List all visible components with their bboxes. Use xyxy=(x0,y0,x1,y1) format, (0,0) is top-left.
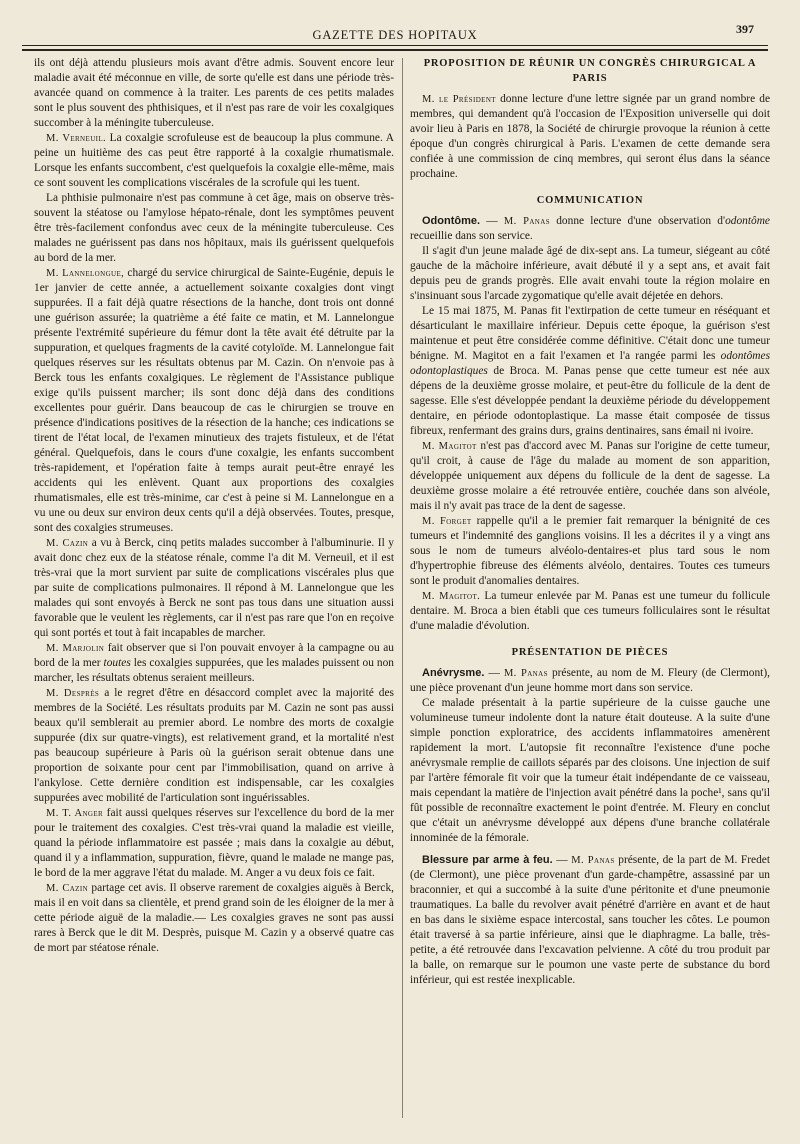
speaker-name: M. Marjolin xyxy=(46,643,105,654)
right-column xyxy=(410,56,770,988)
spacer xyxy=(410,634,770,641)
paragraph: Blessure par arme à feu. — M. Panas présente, de la part de M. Fredet (de Clermont), une pièce provenant d'un garde-champêtre, assassiné par un braconnier, et qui a succombé à la suite d'une péritonite et d'une pneumonie traumatiques. La balle du revolver avait pénétré d'arrière en avant et de haut en bas dans le sixième espace intercostal, sans toucher les côtes. Le poumon était traversé à sa partie inférieure, ainsi que le diaphragme. La balle, très-petite, a été retrouvée dans l'excavation pelvienne. A côté du trou produit par la balle, on remarque sur le poumon une vaste perte de substance du bord inférieur, qui est restée inexplicable. xyxy=(410,854,770,986)
section-heading: PRÉSENTATION DE PIÈCES xyxy=(511,647,669,658)
column-divider xyxy=(402,58,403,1118)
paragraph xyxy=(34,56,394,131)
paragraph-text: n'est pas d'accord avec M. Panas sur l'origine de cette tumeur, qu'il croit, à cause de l'âge du malade au moment de son apparition, développée uniquement aux dépens du follicule de la dent de sagesse. La deuxième grosse molaire a été retrouvée entière, couchée dans son alvéole, mais il n'y avait pas trace de la dent de sagesse. xyxy=(410,440,770,512)
paragraph xyxy=(410,589,770,634)
spacer xyxy=(410,846,770,853)
speaker-name: M. le Président xyxy=(422,94,496,105)
paragraph xyxy=(410,92,770,182)
paragraph-text: Il s'agit d'un jeune malade âgé de dix-sept ans. La tumeur, siégeant au côté gauche de la mâchoire inférieure, avait débuté il y a sept ans, et avait fait depuis peu de grands progrès. Elle avait envahi toute la région molaire en s'insinuant sous l'arcade zygomatique qu'elle avait déjetée en dehors. xyxy=(410,245,770,302)
paragraph xyxy=(34,806,394,881)
section-heading: PROPOSITION DE RÉUNIR UN CONGRÈS CHIRURGICAL A PARIS xyxy=(423,58,757,84)
journal-title: GAZETTE DES HOPITAUX xyxy=(312,28,478,42)
paragraph xyxy=(410,439,770,514)
paragraph-text: donne lecture d'une observation d' xyxy=(550,215,726,227)
paragraph xyxy=(34,536,394,641)
paragraph-text: recueillie dans son service. xyxy=(410,230,533,242)
paragraph-text: rappelle qu'il a le premier fait remarquer la bénignité de ces tumeurs et l'indemnité des ganglions voisins. Il les a décrites il y a vingt ans sous le nom de tumeurs alvéolo-dentaires-et plus tard sous le nom d'hypertrophie fibreuse des éléments alvéolo, dentaires. Toutes ces tumeurs sont le produit d'anomalies dentaires. xyxy=(410,515,770,587)
paragraph-text: La tumeur enlevée par M. Panas est une tumeur du follicule dentaire. M. Broca a bien établi que ces tumeurs folliculaires sont le résultat d'une maladie d'évolution. xyxy=(410,590,770,632)
paragraph xyxy=(34,131,394,191)
paragraph-text: de Broca. M. Panas pense que cette tumeur est née aux dépens de la deuxième grosse molaire, et peut-être du follicule de la dent de sagesse. Elle s'est développée pendant la deuxième période du développement dentaire, en période odontoplastique. La masse était composée de tissus fibreux, renfermant des grains durs, grains dentinaires, sans émail ni ivoire. xyxy=(410,365,770,437)
paragraph xyxy=(410,304,770,439)
paragraph-text: ils ont déjà attendu plusieurs mois avant d'être admis. Souvent encore leur maladie avait été méconnue en ville, de sorte qu'elle est dans une période très-avancée quand on commence à la traiter. Les parents de ces petits malades sont le plus souvent des phthisiques, et il n'est pas rare de voir les coxalgiques succomber à la méningite tuberculeuse. xyxy=(34,57,394,129)
paragraph-text: les coxalgies suppurées, que les malades puissent ou non marcher, les résultats obtenus seraient meilleurs. xyxy=(34,657,395,684)
speaker-name: M. Cazin xyxy=(46,538,89,549)
paragraph-text: La coxalgie scrofuleuse est de beaucoup la plus commune. A peine un huitième des cas peut être rapporté à la coxalgie rhumatismale. Lorsque les enfants succombent, c'est quelquefois la coxalgie elle-même, mais ce sont souvent les complications viscérales de la scrofule qui les tuent. xyxy=(34,132,394,189)
speaker-name: M. Verneuil. xyxy=(46,133,107,144)
page-number: 397 xyxy=(736,22,754,36)
speaker-name: M. T. Anger xyxy=(46,808,104,819)
paragraph xyxy=(34,881,394,956)
entry-title: Odontôme. xyxy=(422,215,481,227)
entry-title: Blessure par arme à feu. xyxy=(422,854,553,866)
paragraph xyxy=(410,514,770,589)
paragraph xyxy=(34,266,394,536)
paragraph: Anévrysme. — M. Panas présente, au nom de M. Fleury (de Clermont), une pièce provenant d'un jeune homme mort dans son service. xyxy=(410,667,770,694)
paragraph-text: présente, de la part de M. Fredet (de Clermont), une pièce provenant d'un garde-champêtre, assassiné par un braconnier, et qui a succombé à la suite d'une péritonite et d'une pneumonie traumatiques. La balle du revolver avait pénétré d'arrière en avant et de haut en bas dans le sixième espace intercostal, sans toucher les côtes. Le poumon était traversé à sa partie inférieure, ainsi que le diaphragme. La balle, très-petite, a été retrouvée dans l'excavation pelvienne. A côté du trou produit par la balle, on remarque sur le poumon une vaste perte de substance du bord inférieur, qui est restée inexplicable. xyxy=(410,854,770,986)
paragraph xyxy=(34,686,394,806)
paragraph xyxy=(410,696,770,846)
speaker-name: M. Cazin xyxy=(46,883,89,894)
paragraph xyxy=(34,191,394,266)
page-header xyxy=(22,22,768,44)
section-heading: COMMUNICATION xyxy=(536,195,644,206)
speaker-name: M. Panas xyxy=(503,668,548,679)
speaker-name: M. Panas xyxy=(571,855,615,866)
paragraph-text: a le regret d'être en désaccord complet avec la majorité des membres de la Société. Les résultats produits par M. Cazin ne sont pas aussi beaux qu'il semblerait au premier abord. Le nombre des morts de coxalgie suppurée (dix sur quatre-vingts), est relativement grand, et la mortalité n'est pas beaucoup supérieure à Paris où la guérison serait obtenue dans une proportion de soixante pour cent par l'immobilisation, quand on arrive à l'ankylose. Cette dernière condition est indispensable, car les coxalgies suppurées avec mobilité de l'articulation sont inguérissables. xyxy=(34,687,394,804)
paragraph-text: Ce malade présentait à la partie supérieure de la cuisse gauche une volumineuse tumeur indolente dont la nature était douteuse. A la suite d'une simple ponction exploratrice, des accidents inflammatoires amenèrent rapidement la mort. L'autopsie fit reconnaître l'existence d'une poche anévrysmale remplie de caillots séparés par des cloisons. Une injection de suif par l'artère fémorale fit voir que la tumeur était indépendante de ce vaisseau, mais cependant la matière de l'injection avait pénétré dans la poche¹, sans qu'il fût possible de reconnaître exactement le point d'entrée. M. Fleury en conclut que c'était un anévrysme développé aux dépens d'une branche collatérale innominée de la fémorale. xyxy=(410,697,770,844)
paragraph-text: donne lecture d'une lettre signée par un grand nombre de membres, qui demandent qu'à l'occasion de l'Exposition universelle qui doit avoir lieu à Paris en 1878, la Société de chirurgie provoque la réunion à cette époque d'un congrès chirurgical à Paris. L'examen de cette demande sera confiée à une commission de cinq membres, qui seront élus dans la séance prochaine. xyxy=(410,93,771,180)
paragraph-text: Le 15 mai 1875, M. Panas fit l'extirpation de cette tumeur en réséquant et désarticulant le maxillaire inférieur. Depuis cette époque, la guérison s'est maintenue et peut être considérée comme définitive. C'était donc une tumeur bénigne. M. Magitot en a fait l'examen et l'a rangée parmi les xyxy=(410,305,770,362)
speaker-name: M. Magitot xyxy=(422,441,477,452)
paragraph-text: présente, au nom de M. Fleury (de Clermont), une pièce provenant d'un jeune homme mort dans son service. xyxy=(410,667,770,694)
paragraph: Odontôme. — M. Panas donne lecture d'une observation d'odontôme recueillie dans son service. xyxy=(410,215,770,242)
speaker-name: M. Magitot. xyxy=(422,591,481,602)
paragraph-text: chargé du service chirurgical de Sainte-Eugénie, depuis le 1er janvier de cette année, a actuellement soixante coxalgies dont vingt suppurées. Il a fait déjà quatre résections de la hanche, dont trois ont donné une guérison assurée; la quatrième a été faite ce matin, et M. Lannelongue présente l'extrémité supérieure du fémur dont la tête avait été détruite par la suppuration, et quelques fragments de la cavité cotyloïde. M. Lannelongue fait quelques réserves sur les résultats obtenus par M. Cazin. On n'envoie pas à Berck tous les enfants coxalgiques. Le règlement de l'Assistance publique exige qu'ils puissent marcher; ils sont donc déjà dans des conditions excellentes pour guérir. Dans beaucoup de cas le chirurgien se trouve en présence d'indications positives de la résection de la hanche; ces indications se tirent de l'état local, de l'examen minutieux des trajets fistuleux, et de l'état général. Quelquefois, dans le cours d'une coxalgie, les enfants succombent très-rapidement, et l'opération faite à temps aurait peut-être enrayé les accidents qui les enlèvent. Quant aux proportions des coxalgies rhumatismales, elle est très-minime, car c'est à peine si M. Lannelongue en a vu une ou deux sur environ deux cents qu'il a déjà observées. Toutes, presque, sont des coxalgies strumeuses. xyxy=(34,267,395,534)
paragraph-text: fait aussi quelques réserves sur l'excellence du bord de la mer pour le traitement des coxalgies. C'est très-vrai quand la maladie est vieille, quand la période inflammatoire est passée ; mais dans la coxalgie au début, quand il y a inflammation, suppuration, fièvre, quand le malade ne mange pas, le bord de la mer aggrave l'état du malade. M. Anger a vu deux fois ce fait. xyxy=(34,807,395,879)
speaker-name: M. Lannelongue, xyxy=(46,268,125,279)
left-column xyxy=(34,56,394,956)
paragraph-text: La phthisie pulmonaire n'est pas commune à cet âge, mais on observe très-souvent la stéatose ou l'amylose hépato-rénale, dont les symptômes peuvent être très-facilement confondus avec ceux de la méningite tuberculeuse. Ces malades ne guérissent pas dans nos hôpitaux, mais ils guérissent quelquefois au bord de la mer. xyxy=(34,192,394,264)
speaker-name: M. Desprès xyxy=(46,688,100,699)
speaker-name: M. Forget xyxy=(422,516,472,527)
spacer xyxy=(410,182,770,189)
paragraph-text: a vu à Berck, cinq petits malades succomber à l'albuminurie. Il y avait donc chez eux de la stéatose rénale, comme l'a dit M. Verneuil, et il est très-vrai que la mort survient par suite de complications viscérales plus que par suite de complications pulmonaires. Il répond à M. Lannelongue que les malades qui sont envoyés à Berck ne sont pas tous dans une situation aussi favorable que le veulent les règlements, car il n'est pas rare que l'on en reçoive qui sont portés et tout à fait incapables de marcher. xyxy=(34,537,394,639)
entry-title: Anévrysme. xyxy=(422,667,485,679)
speaker-name: M. Panas xyxy=(503,216,550,227)
paragraph xyxy=(410,244,770,304)
paragraph-text: partage cet avis. Il observe rarement de coxalgies aiguës à Berck, mais il en voit dans sa clientèle, et prend grand soin de les éloigner de la mer à cette période aiguë de la maladie.— Les coxalgies graves ne sont pas aussi rares à Berck que le dit M. Desprès, puisque M. Cazin y a observé quatre cas de mort par stéatose rénale. xyxy=(34,882,394,954)
paragraph-text: fait observer que si l'on pouvait envoyer à la campagne ou au bord de la mer xyxy=(34,642,394,669)
emphasis: toutes xyxy=(103,657,131,669)
paragraph xyxy=(34,641,394,686)
emphasis: odontômes odontoplastiques xyxy=(410,350,770,377)
header-rule-thick xyxy=(22,49,768,51)
emphasis: odontôme xyxy=(725,215,770,227)
header-rule xyxy=(22,45,768,46)
